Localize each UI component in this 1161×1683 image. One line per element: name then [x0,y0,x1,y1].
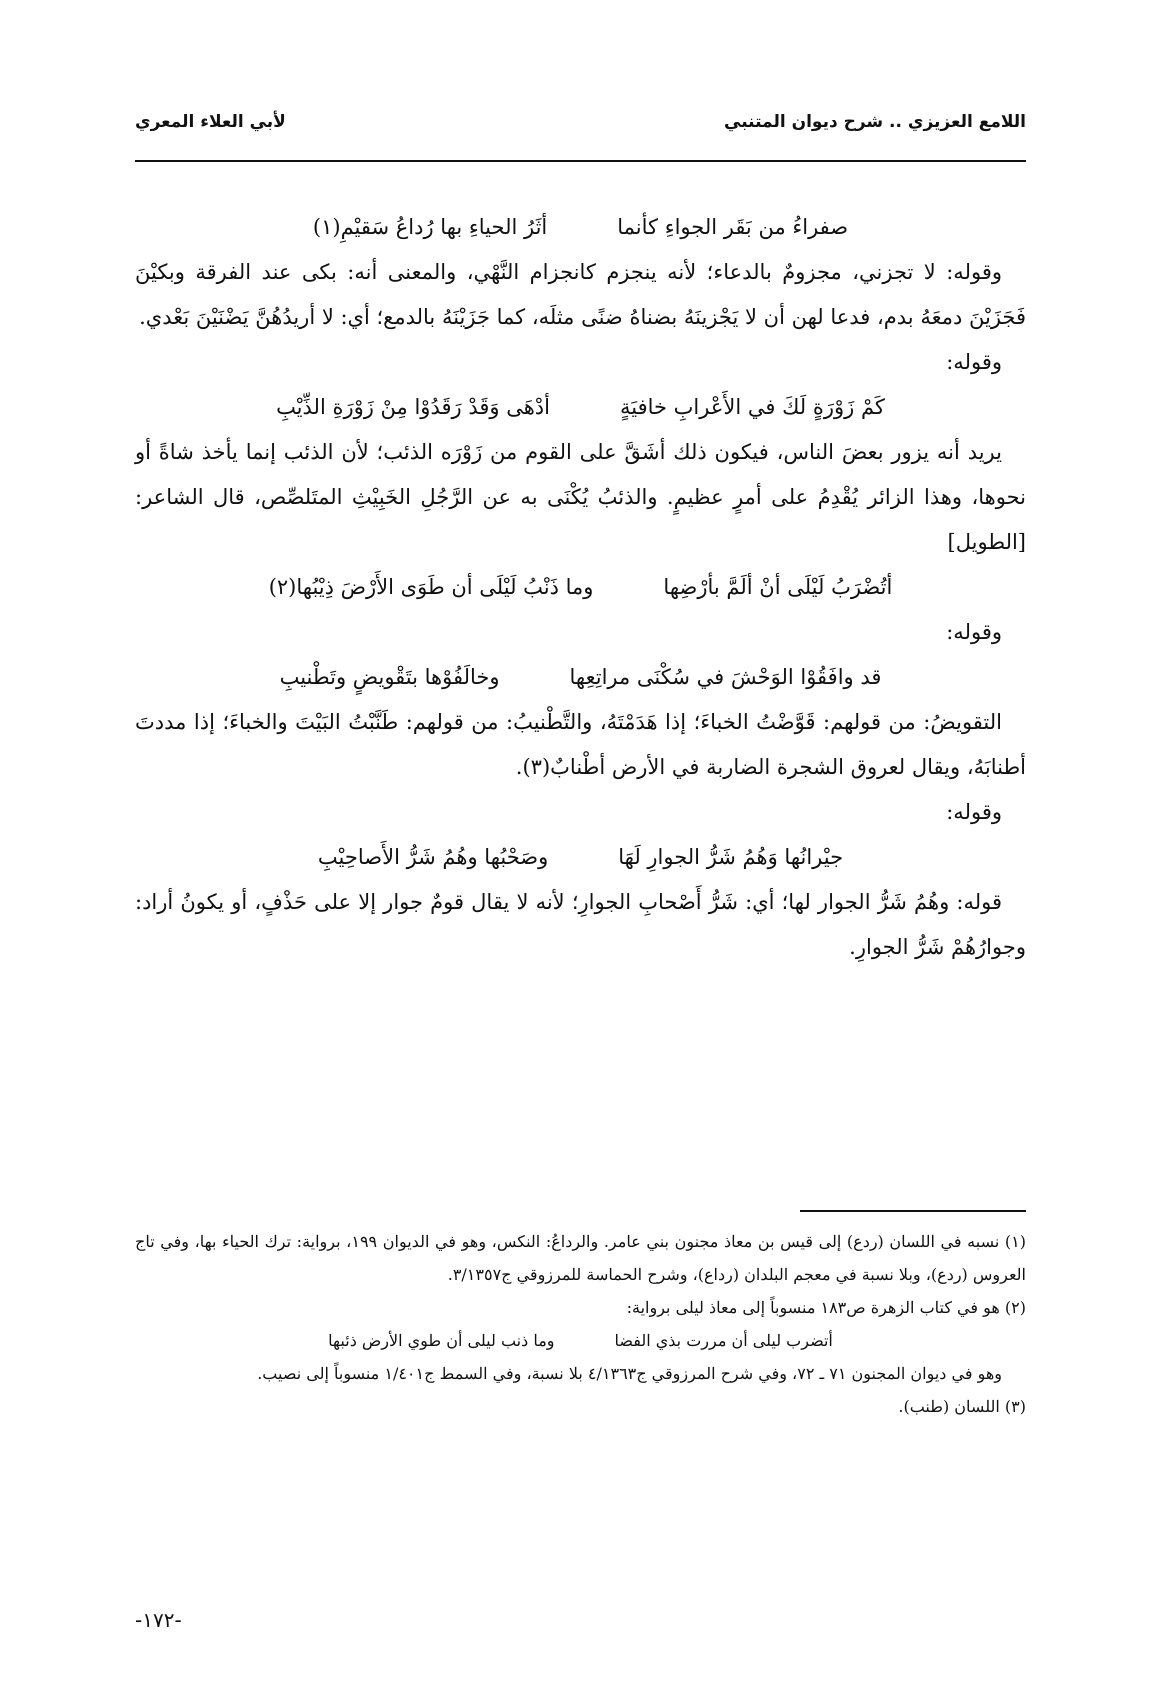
verse-second-hemistich: وخالَفُوْها بتَقْويضٍ وتَطْنيبِ [279,665,500,689]
verse-first-hemistich: أتضرب ليلى أن مررت بذي الفضا [614,1331,833,1350]
footnote-1: (١) نسبه في اللسان (ردع) إلى قيس بن معاذ مجنون بني عامر. والرداعُ: النكس، وهو في الديوان ١٩٩، برواية: ترك الحياء بها، وفي تاج العروس (ردع)، وبلا نسبة في معجم البلدان (رداع)، وشرح الحماسة للمرزوقي ج٣/١٣٥٧. [135,1232,1026,1284]
footnote-2: (٢) هو في كتاب الزهرة ص١٨٣ منسوباً إلى معاذ ليلى برواية: [626,1298,1026,1317]
verse-second-hemistich: أثَرُ الحياءِ بها رُداعُ سَقيْمِ(١) [312,215,548,239]
header-author: لأبي العلاء المعري [135,112,286,132]
footnote-verse [135,1324,1026,1357]
main-text [135,205,1026,970]
verse-first-hemistich: صفراءُ من بَقَر الجواءِ كأنما [617,215,849,239]
section-label: وقوله: [946,350,1002,374]
verse-first-hemistich: كَمْ زَوْرَةٍ لَكَ في الأَعْرابِ خافيَةٍ [619,395,885,419]
paragraph: يريد أنه يزور بعضَ الناس، فيكون ذلك أشَقَّ على القوم من زَوْرَه الذئب؛ لأن الذئب إنما يأخذ شاةً أو نحوها، وهذا الزائر يُقْدِمُ على أمرٍ عظيمٍ. والذئبُ يُكْنَى به عن الرَّجُلِ الخَبِيْثِ المتَلصِّص، قال الشاعر: [الطويل] [135,440,1026,554]
verse [135,205,1026,250]
footnote-3: (٣) اللسان (طنب). [898,1397,1026,1416]
paragraph: وقوله: لا تجزني، مجزومٌ بالدعاء؛ لأنه ينجزم كانجزام النَّهْي، والمعنى أنه: بكى عند الفرقة وبكيْنَ فَجَزَيْنَ دمعَهُ بدم، فدعا لهن أن لا يَجْزينَهُ بضناهُ ضنًى مثلَه، كما جَزَيْنَهُ بالدمع؛ أي: لا أريدُهُنَّ يَضْنَيْنَ بَعْدي. [135,260,1026,329]
verse-second-hemistich: وما ذنب ليلى أن طوي الأرض ذئبها [328,1331,555,1350]
verse-second-hemistich: وما ذَنْبُ لَيْلَى أن طَوَى الأَرْضَ ذِيْبُها(٢) [268,575,594,599]
verse [135,565,1026,610]
footnotes [135,1225,1026,1423]
verse [135,655,1026,700]
verse-first-hemistich: قد وافَقُوْا الوَحْشَ في سُكْنَى مراتِعِها [569,665,882,689]
header-book-title: اللامع العزيزي .. شرح ديوان المتنبي [724,112,1026,132]
section-label: وقوله: [946,620,1002,644]
section-label: وقوله: [946,800,1002,824]
footnote-2-continuation: وهو في ديوان المجنون ٧١ ـ ٧٢، وفي شرح المرزوقي ج٤/١٣٦٣ بلا نسبة، وفي السمط ج١/٤٠١ منسوباً إلى نصيب. [257,1364,1002,1383]
footnote-rule [800,1210,1026,1212]
header-rule [135,160,1026,162]
paragraph: التقويضُ: من قولهم: قَوَّضْتُ الخباءَ؛ إذا هَدَمْتَهُ، والتَّطْنيبُ: من قولهم: طَنَّبْتُ البَيْتَ والخباءَ؛ إذا مددتَ أطنابَهُ، ويقال لعروق الشجرة الضاربة في الأرض أطْنابٌ(٣). [135,710,1026,779]
verse [135,835,1026,880]
verse-first-hemistich: أتُضْرَبُ لَيْلَى أنْ ألَمَّ بأرْضِها [663,575,893,599]
verse [135,385,1026,430]
verse-second-hemistich: أدْهَى وَقَدْ رَقَدُوْا مِنْ زَوْرَةِ الذِّيْبِ [276,395,550,419]
verse-second-hemistich: وصَحْبُها وهُمُ شَرُّ الأَصاحِيْبِ [317,845,549,869]
verse-first-hemistich: جيْرانُها وَهُمُ شَرُّ الجوارِ لَهَا [618,845,844,869]
page-number: -١٧٢- [135,1608,182,1632]
running-header [135,112,1026,132]
paragraph: قوله: وهُمُ شَرُّ الجوار لها؛ أي: شَرُّ أَصْحابِ الجوارِ؛ لأنه لا يقال قومٌ جوار إلا على حَذْفٍ، أو يكونُ أراد: وجوارُهُمْ شَرُّ الجوارِ. [135,890,1026,959]
